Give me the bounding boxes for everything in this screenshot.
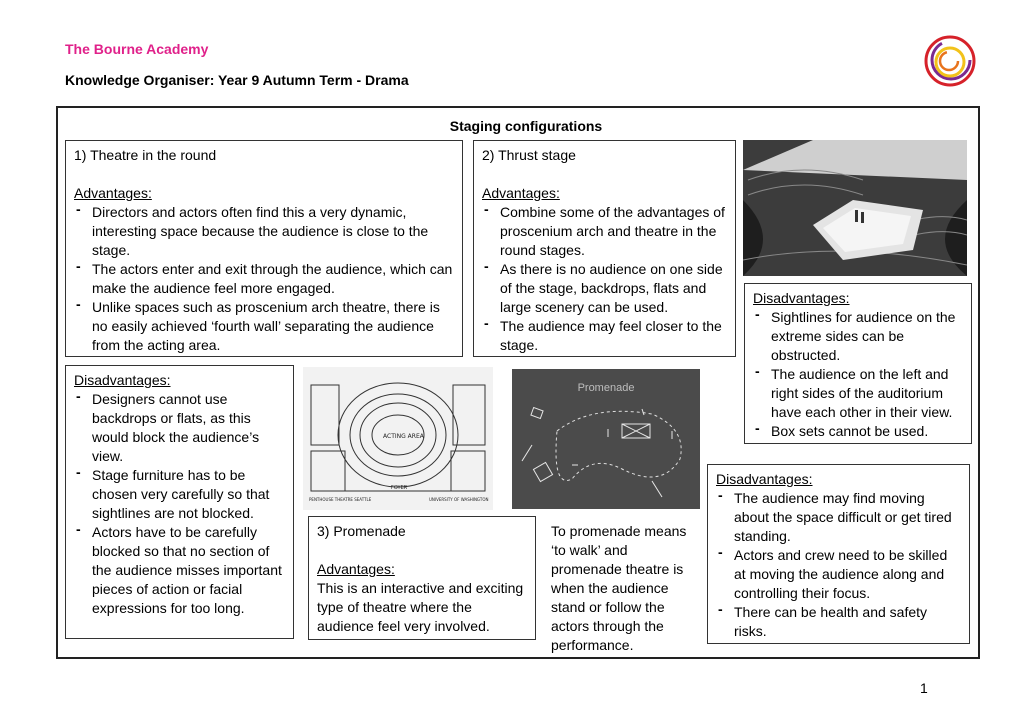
thrust-advantage: - As there is no audience on one side of the stage, backdrops, flats and large scenery can be used. bbox=[482, 260, 727, 317]
plan-label-foyer: FOYER bbox=[391, 485, 408, 491]
thrust-advantages-box bbox=[473, 140, 736, 357]
round-advantage: - The actors enter and exit through the audience, which can make the audience feel more engaged. bbox=[74, 260, 454, 298]
round-advantages-box bbox=[65, 140, 463, 357]
round-disadvantages-box bbox=[65, 365, 294, 639]
promenade-disadvantage: - Actors and crew need to be skilled at moving the audience along and controlling their focus. bbox=[716, 546, 961, 603]
thrust-advantage: - The audience may feel closer to the stage. bbox=[482, 317, 727, 355]
section-title: Staging configurations bbox=[449, 118, 603, 134]
round-disadvantage: - Actors have to be carefully blocked so that no section of the audience misses important pieces of action or facial expressions for too long. bbox=[74, 523, 285, 618]
promenade-disadvantage: - There can be health and safety risks. bbox=[716, 603, 961, 641]
thrust-disadvantage: - Sightlines for audience on the extreme sides can be obstructed. bbox=[753, 308, 963, 365]
promenade-diagram-label: Promenade bbox=[577, 382, 635, 394]
round-theatre-plan bbox=[303, 367, 493, 510]
promenade-advantages-box bbox=[308, 516, 536, 640]
promenade-adv-label: Advantages: bbox=[317, 561, 395, 577]
round-dis-label: Disadvantages: bbox=[74, 372, 171, 388]
thrust-disadvantage: - Box sets cannot be used. bbox=[753, 422, 963, 441]
round-disadvantage: - Stage furniture has to be chosen very carefully so that sightlines are not blocked. bbox=[74, 466, 285, 523]
promenade-disadvantage: - The audience may find moving about the space difficult or get tired standing. bbox=[716, 489, 961, 546]
promenade-disadvantages-box bbox=[707, 464, 970, 644]
round-adv-label: Advantages: bbox=[74, 185, 152, 201]
plan-label-uw: UNIVERSITY OF WASHINGTON bbox=[429, 497, 489, 502]
promenade-diagram bbox=[512, 369, 700, 509]
thrust-heading: 2) Thrust stage bbox=[482, 147, 576, 163]
round-advantage: - Directors and actors often find this a very dynamic, interesting space because the audience is close to the stage. bbox=[74, 203, 454, 260]
thrust-disadvantages-box bbox=[744, 283, 972, 444]
plan-label-acting: ACTING AREA bbox=[383, 433, 424, 440]
plan-label-seattle: PENTHOUSE THEATRE SEATTLE bbox=[309, 497, 372, 502]
round-disadvantage: - Designers cannot use backdrops or flats, as this would block the audience’s view. bbox=[74, 390, 285, 466]
academy-logo bbox=[923, 34, 977, 88]
promenade-heading: 3) Promenade bbox=[317, 523, 406, 539]
page-title: Knowledge Organiser: Year 9 Autumn Term - Drama bbox=[65, 72, 409, 88]
thrust-advantage: - Combine some of the advantages of proscenium arch and theatre in the round stages. bbox=[482, 203, 727, 260]
thrust-stage-photo bbox=[743, 140, 967, 276]
round-advantage: - Unlike spaces such as proscenium arch theatre, there is no easily achieved ‘fourth wall’ separating the audience from the acting area. bbox=[74, 298, 454, 355]
promenade-definition: To promenade means ‘to walk’ and promenade theatre is when the audience stand or follow the actors through the performance. bbox=[551, 523, 687, 653]
promenade-advantage-text: This is an interactive and exciting type of theatre where the audience feel very involved. bbox=[317, 580, 524, 634]
school-name: The Bourne Academy bbox=[65, 41, 209, 57]
round-heading: 1) Theatre in the round bbox=[74, 147, 217, 163]
promenade-dis-label: Disadvantages: bbox=[716, 471, 813, 487]
thrust-adv-label: Advantages: bbox=[482, 185, 560, 201]
thrust-dis-label: Disadvantages: bbox=[753, 290, 850, 306]
page-number: 1 bbox=[920, 680, 928, 696]
thrust-disadvantage: - The audience on the left and right sides of the auditorium have each other in their view. bbox=[753, 365, 963, 422]
